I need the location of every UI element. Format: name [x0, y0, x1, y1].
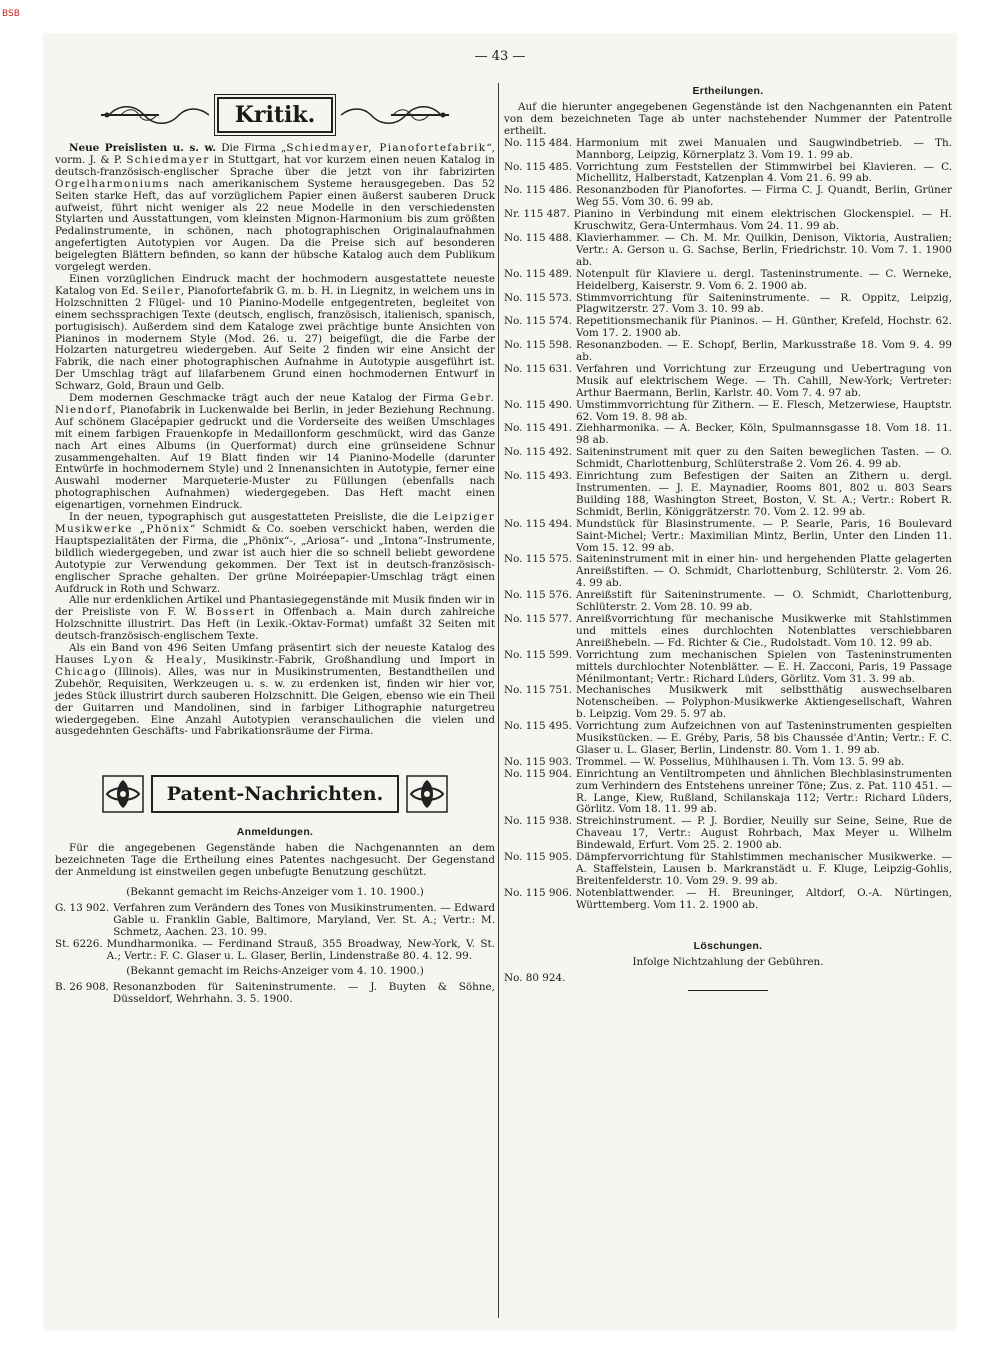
patent-description: Anreißstift für Saiteninstrumente. — O. Schmidt, Charlottenburg, Schlüterstr. 2. Vom 28. 10. 99 ab.: [576, 589, 952, 614]
patent-entry: [504, 233, 952, 269]
patent-entry: [504, 471, 952, 519]
anmeldungen-list-2: [55, 982, 495, 1006]
kritik-paragraph-6: Als ein Band von 496 Seiten Umfang präsentirt sich der neueste Katalog des Hauses Lyon & Healy, Musikinstr.-Fabrik, Großhandlung und Import in Chicago (Illinois). Alles, was nur in Musikinstrumenten, Bestandtheilen und Zubehör, Requisiten, Werkzeugen u. s. w. zu erdenken ist, finden wir hier vor, jedes Stück illustrirt durch sauberen Holzschnitt. Die Geigen, ebenso wie ein Theil der Guitarren und Mandolinen, sind in farbiger Lithographie naturgetreu wiedergegeben. Eine Anzahl Autotypien veranschaulichen die vielen und ausgedehnten Geschäfts- und Fabrikationsräume der Firma.: [55, 642, 495, 738]
patent-number: No. 115 938.: [504, 815, 573, 828]
kritik-heading: [55, 97, 495, 133]
patent-entry: [504, 316, 952, 340]
patent-entry: [504, 614, 952, 650]
patent-description: Notenblattwender. — H. Breuninger, Altdorf, O.-A. Nürtingen, Württemberg. Vom 11. 2. 1900 ab.: [576, 886, 952, 911]
patent-entry: [504, 138, 952, 162]
loeschungen-entry: No. 80 924.: [504, 971, 566, 984]
ertheilungen-title: Ertheilungen.: [692, 85, 764, 97]
patent-number: No. 115 903.: [504, 755, 573, 768]
patent-entry: [55, 982, 495, 1006]
patent-number: No. 115 574.: [504, 315, 573, 328]
loeschungen-subtitle: Infolge Nichtzahlung der Gebühren.: [632, 955, 824, 968]
patent-number: No. 115 576.: [504, 589, 573, 602]
patent-number: No. 115 906.: [504, 886, 573, 899]
anmeldungen-intro: Für die angegebenen Gegenstände haben die Nachgenannten an dem bezeichneten Tage die Ertheilung eines Patentes nachgesucht. Der Gegenstand der Anmeldung ist einstweilen gegen unbefugte Benutzung geschützt.: [55, 842, 495, 879]
patent-number: No. 115 490.: [504, 398, 573, 411]
patent-number: No. 115 751.: [504, 684, 573, 697]
page-number: — 43 —: [474, 49, 526, 64]
patent-number: No. 115 599.: [504, 648, 573, 661]
patent-description: Mundharmonika. — Ferdinand Strauß, 355 Broadway, New-York, V. St. A.; Vertr.: F. C. Glaser u. L. Glaser, Berlin, Lindenstraße 80. 4. 12. 99.: [106, 937, 495, 962]
patent-description: Klavierhammer. — Ch. M. Mr. Quilkin, Denison, Viktoria, Australien; Vertr.: A. Gerson u. G. Sachse, Berlin, Friedrichstr. 10. Vom 7. 1. 1900 ab.: [576, 231, 952, 268]
ertheilungen-intro: Auf die hierunter angegebenen Gegenstände ist den Nachgenannten ein Patent von dem bezeichneten Tage ab unter nachstehender Nummer der Patentrolle ertheilt.: [504, 101, 952, 137]
left-floral-ornament: [101, 774, 145, 814]
patent-entry: [504, 888, 952, 912]
ertheilungen-list: [504, 138, 952, 912]
patent-entry: [504, 293, 952, 317]
announcement-note-2: (Bekannt gemacht im Reichs-Anzeiger vom 4. 10. 1900.): [126, 965, 424, 978]
patent-entry: [504, 423, 952, 447]
patent-entry: [504, 185, 952, 209]
patent-number: No. 115 488.: [504, 231, 573, 244]
patent-number: No. 115 494.: [504, 517, 573, 530]
patent-description: Mundstück für Blasinstrumente. — P. Searle, Paris, 16 Boulevard Saint-Michel; Vertr.: Maximilian Mintz, Berlin, Unter den Linden 11. Vom 15. 12. 99 ab.: [576, 517, 952, 554]
patent-entry: [504, 162, 952, 186]
kritik-paragraph-2: Einen vorzüglichen Eindruck macht der hochmodern ausgestattete neueste Katalog von Ed. Seiler, Pianofortefabrik G. m. b. H. in Liegnitz, in welchem uns in Holzschnitten 2 Flügel- und 10 Pianino-Modelle entgegentreten, begleitet von einem sechssprachigen Texte (deutsch, englisch, französisch, italienisch, spanisch, portugisisch). Außerdem sind dem Kataloge zwei prächtige bunte Ansichten von Pianinos in modernem Style (Mod. 26. u. 27) beigefügt, die die Farbe der Holzarten naturgetreu wiedergeben. Auf Seite 2 finden wir eine Ansicht der Fabrik, die nach einer photographischen Aufnahme in Autotypie ausgeführt ist. Der Umschlag trägt auf lilafarbenem Grund einen hochmodernen Entwurf in Schwarz, Gold, Braun und Gelb.: [55, 272, 495, 393]
column-divider: [498, 83, 499, 1318]
patent-number: No. 115 485.: [504, 160, 573, 173]
patent-description: Saiteninstrument mit quer zu den Saiten beweglichen Tasten. — O. Schmidt, Charlottenburg, Schlüterstraße 2. Vom 26. 4. 99 ab.: [576, 446, 952, 471]
patent-number: No. 115 631.: [504, 362, 573, 375]
patent-description: Vorrichtung zum Aufzeichnen von auf Tasteninstrumenten gespielten Musikstücken. — E. Gréby, Paris, 58 bis Chaussée d'Antin; Vertr.: F. C. Glaser u. L. Glaser, Berlin, Lindenstr. 80. Vom 1. 1. 99 ab.: [576, 720, 952, 756]
patent-description: Anreißvorrichtung für mechanische Musikwerke mit Stahlstimmen und mittels eines durchlochten Notenblattes verschiebbaren Anreißhebeln. — Fd. Richter & Cie., Rudolstadt. Vom 10. 12. 99 ab.: [576, 612, 952, 649]
patent-description: Streichinstrument. — P. J. Bordier, Neuilly sur Seine, Seine, Rue de Chaveau 17, Vertr.: August Rohrbach, Max Meyer u. Wilhelm Bindewald, Erfurt. Vom 25. 2. 1900 ab.: [576, 815, 952, 852]
patent-entry: [504, 769, 952, 817]
patent-entry: [504, 590, 952, 614]
patent-entry: [504, 852, 952, 888]
anmeldungen-list-1: [55, 903, 495, 963]
kritik-paragraph-3: Dem modernen Geschmacke trägt auch der neue Katalog der Firma Gebr. Niendorf, Pianofabrik in Luckenwalde bei Berlin, in jeder Beziehung Rechnung. Auf schönem Glacépapier gedruckt und die Vorderseite des weißen Umschlages mit einem farbigen Frauenkopfe in Medaillonform geschmückt, wird das Ganze nach Art eines Albums (in Querformat) durch eine grünseidene Schnur zusammengehalten. Auf 19 Blatt finden wir 14 Pianino-Modelle (darunter Entwürfe in hochmodernem Style) und 2 Innenansichten in Autotypie, ferner eine Auswahl moderner Marqueterie-Muster zu Füllungen (ebenfalls nach photographischen Aufnahmen) wiedergegeben. Das Heft macht einen eigenartigen, vornehmen Eindruck.: [55, 392, 495, 512]
patent-description: Trommel. — W. Posselius, Mühlhausen i. Th. Vom 13. 5. 99 ab.: [576, 755, 905, 768]
patent-description: Stimmvorrichtung für Saiteninstrumente. — R. Oppitz, Leipzig, Plagwitzerstr. 27. Vom 3. 10. 99 ab.: [576, 291, 952, 316]
kritik-title: Kritik.: [217, 97, 334, 133]
patent-number: No. 115 577.: [504, 612, 573, 625]
patent-description: Verfahren und Vorrichtung zur Erzeugung und Uebertragung von Musik auf elektrischem Wege. — Th. Cahill, New-York; Vertreter: Arthur Baermann, Berlin, Karlstr. 40. Vom 7. 4. 97 ab.: [576, 362, 952, 399]
patent-entry: [504, 757, 952, 769]
patent-number: No. 115 575.: [504, 553, 573, 566]
patent-description: Resonanzboden. — E. Schopf, Berlin, Markusstraße 18. Vom 9. 4. 99 ab.: [576, 339, 952, 364]
patent-entry: [504, 340, 952, 364]
kritik-paragraph-4: In der neuen, typographisch gut ausgestatteten Preisliste, die die Leipziger Musikwerke „Phönix“ Schmidt & Co. soeben verschickt haben, werden die Hauptspezialitäten der Firma, die „Phönix“-, „Ariosa“- und „Intona“-Instrumente, bildlich wiedergegeben, und zwar ist auch hier die so schnell beliebt gewordene Autotypie zur Verwendung gekommen. Der Text ist in deutsch-französisch-englischer Sprache gehalten. Der grüne Moiréepapier-Umschlag trägt einen Aufdruck in Roth und Schwarz.: [55, 511, 495, 595]
patent-heading: [55, 774, 495, 814]
patent-entry: [55, 939, 495, 963]
patent-number: Nr. 115 487.: [504, 208, 570, 221]
patent-description: Harmonium mit zwei Manualen und Saugwindbetrieb. — Th. Mannborg, Leipzig, Körnerplatz 3. Vom 19. 1. 99 ab.: [576, 136, 952, 161]
library-stamp: BSB: [2, 9, 20, 19]
patent-description: Mechanisches Musikwerk mit selbstthätig auswechselbaren Notenscheiben. — Polyphon-Musikwerke Aktiengesellschaft, Wahren b. Leipzig. Vom 29. 5. 97 ab.: [576, 684, 952, 721]
patent-entry: [504, 816, 952, 852]
left-flourish-ornament: [99, 102, 211, 128]
patent-description: Vorrichtung zum Feststellen der Stimmwirbel bei Klavieren. — C. Michellitz, Halberstadt, Katzenplan 4. Vom 21. 6. 99 ab.: [576, 160, 952, 185]
patent-number: St. 6226.: [55, 937, 103, 950]
patent-description: Dämpfervorrichtung für Stahlstimmen mechanischer Musikwerke. — A. Staffelstein, Lausen b. Markranstädt u. F. Kluge, Leipzig-Gohlis, Breitenfelderstr. 10. Vom 29. 9. 99 ab.: [576, 851, 952, 887]
right-floral-ornament: [405, 774, 449, 814]
left-column: [55, 85, 495, 1006]
closing-rule: [688, 990, 768, 991]
patent-entry: [504, 447, 952, 471]
patent-description: Vorrichtung zum mechanischen Spielen von Tasteninstrumenten mittels durchlochter Notenblätter. — E. H. Zacconi, Paris, 19 Passage Ménilmontant; Vertr.: Richard Lüders, Görlitz. Vom 31. 3. 99 ab.: [576, 648, 952, 685]
patent-entry: [504, 554, 952, 590]
kritik-paragraph-1: Neue Preislisten u. s. w. Die Firma „Schiedmayer, Pianofortefabrik“, vorm. J. & P. Schiedmayer in Stuttgart, hat vor kurzem einen neuen Katalog in deutsch-französisch-englischer Sprache über die jetzt von ihr fabrizirten Orgelharmoniums nach amerikanischem Systeme herausgegeben. Das 52 Seiten starke Heft, das auf vorzüglichem Papier einen äußerst sauberen Druck aufweist, führt nicht weniger als 22 neue Modelle in den verschiedensten Stylarten und Ausstattungen, vom kleinsten Mignon-Harmonium bis zum größten Pedalinstrumente, in schönen, nach photographischen Originalaufnahmen angefertigten Autotypien vor Augen. Da die Preise sich auf besonderen beigelegten Blättern befinden, so kann der hübsche Katalog auch dem Publikum vorgelegt werden.: [55, 142, 496, 274]
patent-number: No. 115 495.: [504, 720, 573, 733]
patent-number: No. 115 492.: [504, 446, 573, 459]
patent-number: No. 115 905.: [504, 851, 573, 864]
patent-description: Pianino in Verbindung mit einem elektrischen Glockenspiel. — H. Kruschwitz, Gera-Untermhaus. Vom 24. 11. 99 ab.: [573, 208, 952, 233]
patent-entry: [504, 519, 952, 555]
patent-number: B. 26 908.: [55, 981, 109, 994]
patent-title: Patent-Nachrichten.: [151, 775, 399, 813]
patent-description: Einrichtung zum Befestigen der Saiten an Zithern u. dergl. Instrumenten. — J. E. Maynadier, Rooms 801, 802 u. 803 Sears Building 188, Washington Street, Boston, V. St. A.; Vertr.: Robert R. Schmidt, Berlin, Königgrätzerstr. 70. Vom 2. 12. 99 ab.: [576, 470, 952, 518]
paragraph-lead: Neue Preislisten u. s. w.: [69, 142, 216, 154]
patent-description: Umstimmvorrichtung für Zithern. — E. Flesch, Metzerwiese, Hauptstr. 62. Vom 19. 8. 98 ab.: [576, 398, 952, 423]
patent-entry: [55, 903, 495, 939]
patent-description: Ziehharmonika. — A. Becker, Köln, Spulmannsgasse 18. Vom 18. 11. 98 ab.: [576, 422, 952, 447]
patent-number: No. 115 484.: [504, 136, 573, 149]
patent-description: Resonanzboden für Saiteninstrumente. — J. Buyten & Söhne, Düsseldorf, Wehrhahn. 3. 5. 1900.: [112, 981, 495, 1006]
patent-entry: [504, 209, 952, 233]
patent-entry: [504, 269, 952, 293]
patent-description: Verfahren zum Verändern des Tones von Musikinstrumenten. — Edward Gable u. Franklin Gable, Baltimore, Maryland, Ver. St. A.; Vertr.: M. Schmetz, Aachen. 23. 10. 99.: [113, 901, 495, 938]
patent-number: G. 13 902.: [55, 901, 110, 914]
patent-description: Einrichtung an Ventiltrompeten und ähnlichen Blechblasinstrumenten zum Verhindern des Entstehens unreiner Töne; Zus. z. Pat. 110 451. — R. Lange, Kiew, Rußland, Schilanskaja 112; Vertr.: Richard Lüders, Görlitz. Vom 18. 11. 99 ab.: [576, 767, 952, 816]
patent-entry: [504, 400, 952, 424]
patent-number: No. 115 489.: [504, 267, 573, 280]
patent-entry: [504, 364, 952, 400]
patent-number: No. 115 598.: [504, 339, 573, 352]
patent-description: Repetitionsmechanik für Pianinos. — H. Günther, Krefeld, Hochstr. 62. Vom 17. 2. 1900 ab.: [576, 315, 952, 340]
right-flourish-ornament: [339, 102, 451, 128]
scanned-page: [43, 33, 957, 1331]
anmeldungen-title: Anmeldungen.: [236, 826, 314, 839]
patent-entry: [504, 721, 952, 757]
right-column: [504, 85, 952, 991]
loeschungen-title: Löschungen.: [693, 939, 763, 952]
patent-number: No. 115 486.: [504, 184, 573, 197]
patent-entry: [504, 685, 952, 721]
announcement-note-1: (Bekannt gemacht im Reichs-Anzeiger vom 1. 10. 1900.): [126, 886, 424, 899]
patent-number: No. 115 493.: [504, 470, 573, 483]
patent-description: Saiteninstrument mit in einer hin- und hergehenden Platte gelagerten Anreißstiften. — O. Schmidt, Charlottenburg, Schlüterstr. 2. Vom 26. 4. 99 ab.: [576, 553, 952, 590]
patent-description: Resonanzboden für Pianofortes. — Firma C. J. Quandt, Berlin, Grüner Weg 55. Vom 30. 6. 99 ab.: [576, 184, 952, 209]
patent-number: No. 115 904.: [504, 767, 573, 780]
patent-number: No. 115 573.: [504, 291, 573, 304]
patent-description: Notenpult für Klaviere u. dergl. Tasteninstrumente. — C. Werneke, Heidelberg, Kaiserstr. 9. Vom 6. 2. 1900 ab.: [576, 267, 952, 292]
patent-number: No. 115 491.: [504, 422, 573, 435]
patent-entry: [504, 650, 952, 686]
kritik-paragraph-5: Alle nur erdenklichen Artikel und Phantasiegegenstände mit Musik finden wir in der Preisliste von F. W. Bossert in Offenbach a. Main durch zahlreiche Holzschnitte illustrirt. Das Heft (in Lexik.-Oktav-Format) umfaßt 32 Seiten mit deutsch-französisch-englischem Texte.: [55, 594, 495, 643]
